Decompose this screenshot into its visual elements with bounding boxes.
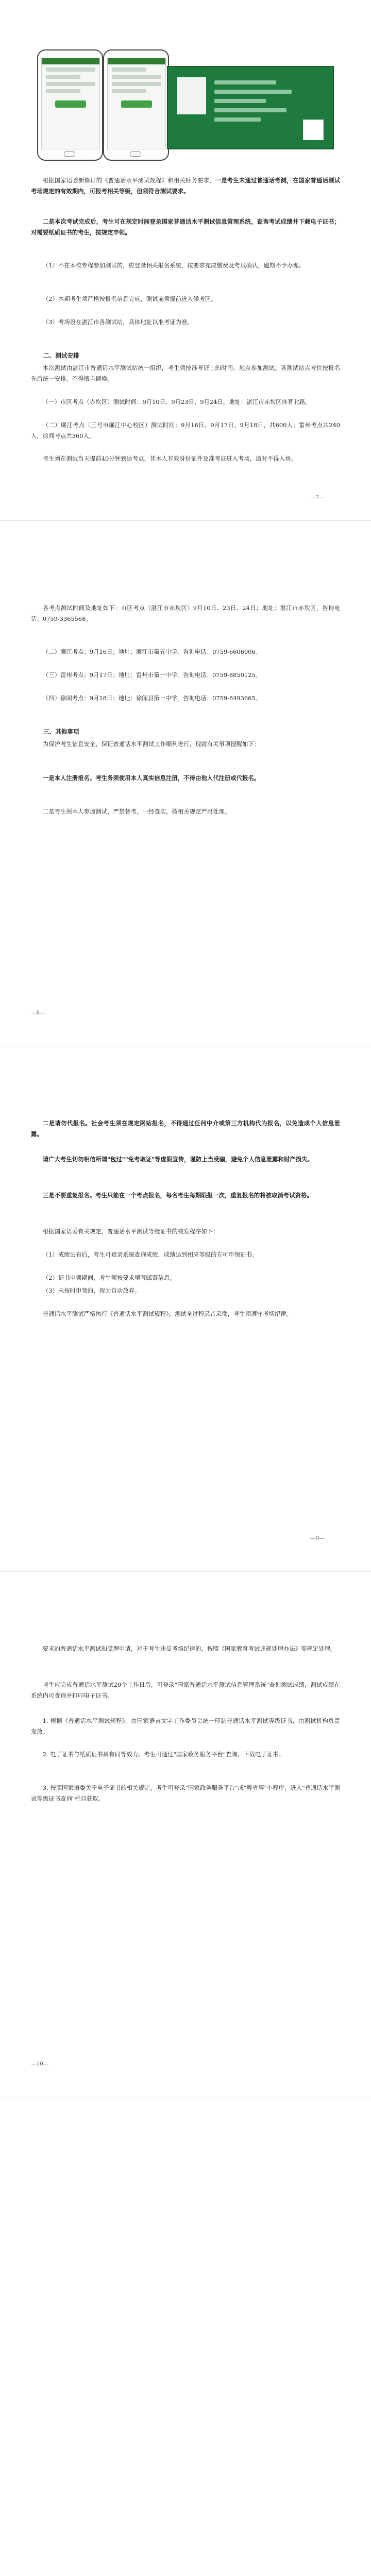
page-number: —10— bbox=[31, 2061, 49, 2067]
page-number: —7— bbox=[310, 495, 325, 501]
paragraph: 普通话水平测试严格执行《普通话水平测试规程》，测试全过程录音录像，考生须遵守考场纪律。 bbox=[42, 1310, 292, 1317]
paragraph: （二）廉江考点（三号市廉江中心校区）测试时间：9月16日、9月17日、9月18日，共600人；雷州考点共240人，徐闻考点共360人。 bbox=[31, 421, 340, 439]
section-heading: 二、测试安排 bbox=[43, 352, 79, 359]
page-3 bbox=[0, 1051, 371, 1566]
page-1 bbox=[0, 0, 371, 515]
paragraph: （四）徐闻考点：9月18日；地址：徐闻县第一中学，咨询电话：0759-8493665。 bbox=[42, 694, 262, 702]
paragraph: （三）雷州考点：9月17日；地址：雷州市第一中学，咨询电话：0759-8850125。 bbox=[42, 671, 262, 679]
page-number: —8— bbox=[31, 1010, 45, 1016]
paragraph: 各考点测试时间及地址如下：市区考点（湛江市赤坎区）9月10日、23日、24日；地址：湛江市赤坎区，咨询电话：0759-3365568。 bbox=[31, 604, 340, 622]
list-item: （2）证书申领期间，考生须按要求填写邮寄信息。 bbox=[42, 1274, 176, 1281]
section-heading: 三、其他事项 bbox=[43, 728, 79, 735]
paragraph: （二）廉江考点：9月16日；地址：廉江市第五中学，咨询电话：0759-6606006。 bbox=[42, 648, 262, 655]
list-item: （3）考场设在湛江市各测试站，具体地址以准考证为准。 bbox=[42, 318, 193, 326]
list-item: （2）本期考生须严格按报名信息完成，测试前须提前进入候考区。 bbox=[42, 295, 217, 302]
paragraph: 考生须在测试当天提前40分钟到达考点，凭本人有效身份证件及准考证进入考场，逾时不得入场。 bbox=[42, 455, 297, 462]
page-number: —9— bbox=[310, 1535, 325, 1541]
paragraph: （一）市区考点（赤坎区）测试时间：9月10日、9月23日、9月24日。地址：湛江市赤坎区体育北路。 bbox=[42, 398, 311, 405]
paragraph: 二是本次考试完成后，考生可在规定时间登录国家普通话水平测试信息管理系统，查询考试成绩并下载电子证书；对需要纸质证书的考生，按规定申领。 bbox=[31, 218, 340, 236]
paragraph: 一是本人注册报名。考生务须使用本人真实信息注册，不得由他人代注册或代报名。 bbox=[42, 774, 260, 782]
paragraph: 三是不要重复报名。考生只能在一个考点报名，每名考生每期限报一次，重复报名的将被取消考试资格。 bbox=[42, 1192, 313, 1199]
paragraph: 要求的普通话水平测试和受理申请，对于考生违反考场纪律的，按照《国家教育考试违规处理办法》等规定处理。 bbox=[42, 1645, 336, 1652]
paragraph: 请广大考生切勿相信所谓"包过""免考取证"等虚假宣传，谨防上当受骗，避免个人信息泄露和财产损失。 bbox=[42, 1156, 313, 1163]
paragraph: 二是考生须本人参加测试，严禁替考，一经查实，按相关规定严肃处理。 bbox=[42, 808, 231, 815]
page-2 bbox=[0, 526, 371, 1041]
list-item: （3）未按时申领的，视为自动放弃。 bbox=[42, 1287, 141, 1294]
paragraph: 3. 按照国家语委关于电子证书的相关规定，考生可登录"国家政务服务平台"或"粤省事"小程序，进入"普通话水平测试等级证书查询"栏目获取。 bbox=[31, 1784, 340, 1802]
paragraph: 二是请勿代报名。社会考生须在规定网站报名，不得通过任何中介或第三方机构代为报名，以免造成个人信息泄露。 bbox=[31, 1120, 340, 1138]
paragraph: 考生应完成普通话水平测试20个工作日后，可登录"国家普通话水平测试信息管理系统"查询测试成绩，测试成绩在系统内可查询并打印电子证书。 bbox=[31, 1681, 340, 1699]
page-4 bbox=[0, 1577, 371, 2092]
paragraph: 根据国家语委有关规定，普通话水平测试等级证书的核发程序如下： bbox=[42, 1228, 219, 1235]
paragraph: 根据国家语委新修订的《普通话水平测试规程》和相关财务要求，一是考生未通过普通话考测，在国家普通话测试考场规定的有效期内，可报考相关等级，但须符合测试要求。 bbox=[31, 177, 340, 195]
list-item: （1）成绩公布后，考生可登录系统查询成绩，成绩达到相应等级的方可申领证书。 bbox=[42, 1251, 258, 1258]
certificate-image bbox=[167, 66, 334, 149]
paragraph: 本次测试由湛江市普通话水平测试站统一组织，考生须按准考证上的时间、地点参加测试。各测试站点考位按报名先后统一安排，不得擅自调换。 bbox=[31, 364, 340, 382]
paragraph: 2. 电子证书与纸质证书具有同等效力。考生可通过"国家政务服务平台"查询、下载电子证书。 bbox=[42, 1751, 285, 1758]
list-item: （1）不在本校专程参加测试的，应登录相关报名系统，按要求完成缴费及考试确认，逾期不予办理。 bbox=[42, 262, 305, 269]
phone-screenshot-left bbox=[37, 49, 103, 161]
paragraph: 为保护考生信息安全，保证普通话水平测试工作顺利进行，现就有关事项提醒如下： bbox=[42, 740, 260, 748]
phone-screenshot-right bbox=[103, 49, 169, 161]
paragraph: 1. 根据《普通话水平测试规程》，由国家语言文字工作委员会统一印制普通话水平测试等级证书，由测试机构负责发放。 bbox=[31, 1717, 340, 1735]
